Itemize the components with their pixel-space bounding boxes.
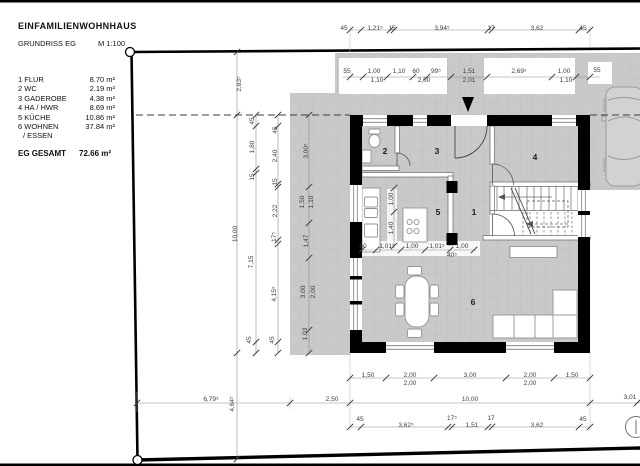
dimension-label: 3,00 xyxy=(463,371,477,379)
dimension-label: 55 xyxy=(593,66,601,74)
dimension-label: 1,51 xyxy=(462,67,476,75)
dimension-label: 3,00 xyxy=(299,285,307,299)
legend-room-row xyxy=(18,75,115,84)
dimension-label: 2,01 xyxy=(462,76,476,84)
plan-name: GRUNDRISS EG xyxy=(18,39,76,48)
dimension-label: 1,03 xyxy=(301,327,309,341)
dimension-label: 2,00 xyxy=(403,379,417,387)
legend-room-label: 1 FLUR xyxy=(18,75,44,84)
dimension-label: 1,10 xyxy=(392,67,406,75)
dimension-label: 15 xyxy=(388,24,396,32)
dimension-label: 4,15⁵ xyxy=(270,286,278,302)
legend-room-list xyxy=(18,75,115,141)
dimension-label: 17 xyxy=(487,24,495,32)
dimension-label: 1,00 xyxy=(455,242,469,250)
dimension-label: 1,47 xyxy=(302,234,310,248)
legend-room-area: 37.84 m² xyxy=(85,122,115,132)
window-mullion xyxy=(578,211,590,215)
legend-room-row xyxy=(18,94,115,103)
legend-room-label: 3 GADEROBE xyxy=(18,93,67,103)
dimension-label: 17 xyxy=(487,414,495,422)
legend xyxy=(18,21,137,158)
dimension-label: 1,10 xyxy=(307,195,315,209)
room-number: 3 xyxy=(434,145,440,156)
legend-room-label: / ESSEN xyxy=(23,131,53,141)
legend-room-label: 5 KÜCHE xyxy=(18,112,51,122)
dimension-label: 7,15 xyxy=(247,255,255,269)
dimension-label: 10,00 xyxy=(231,225,239,243)
dim-mask xyxy=(588,62,612,84)
dimension-label: 45 xyxy=(579,415,587,423)
dimension-label: 1,50 xyxy=(361,371,375,379)
dimension-label: 2,22 xyxy=(271,204,279,218)
legend-room-row xyxy=(18,131,115,140)
legend-room-label: 2 WC xyxy=(18,84,37,94)
dimension-label: 1,00 xyxy=(387,192,395,206)
dimension-label: 45 xyxy=(340,24,348,32)
legend-room-area: 10.86 m² xyxy=(85,112,115,122)
dim-mask xyxy=(484,58,575,94)
dimension-label: 1,00 xyxy=(367,67,381,75)
toilet xyxy=(369,129,380,148)
dimension-label: 2,00 xyxy=(523,371,537,379)
dimension-label: 45 xyxy=(248,117,256,125)
legend-room-area: 4.38 m² xyxy=(89,93,115,103)
dimension-label: 2,40 xyxy=(271,149,279,163)
dim-mask xyxy=(387,189,397,245)
dimension-label: 2,69⁵ xyxy=(511,67,527,75)
legend-room-area: 2.19 m² xyxy=(89,84,115,94)
dimension-label: 2,50 xyxy=(325,395,339,403)
tree-symbol xyxy=(626,417,640,438)
dimension-label: 17⁵ xyxy=(447,414,457,422)
dim-mask xyxy=(339,58,447,94)
room-number: 2 xyxy=(382,145,388,156)
dimension-label: 60 xyxy=(412,67,420,75)
total-label: EG GESAMT xyxy=(18,148,67,158)
room-number: 4 xyxy=(532,151,538,162)
dimension-label: 3,62⁵ xyxy=(398,421,414,429)
sideboard xyxy=(510,247,557,258)
dimension-label: 1,10 xyxy=(559,76,573,84)
dimension-label: 45 xyxy=(271,126,279,134)
dimension-label: 1,80 xyxy=(248,140,256,154)
dimension-label: 1,00 xyxy=(557,67,571,75)
room-number: 1 xyxy=(471,206,477,217)
dimension-label: 3,01 xyxy=(623,393,637,401)
dimension-label: 2,00 xyxy=(309,285,317,299)
legend-room-label: 4 HA / HWR xyxy=(18,103,59,113)
dimension-label: 15 xyxy=(271,178,279,186)
dimension-label: 45 xyxy=(356,415,364,423)
dimension-label: 2,00 xyxy=(523,379,537,387)
total-area: 72.66 m² xyxy=(79,148,112,158)
dimension-label: 2,00 xyxy=(417,76,431,84)
dimension-label: 1,10 xyxy=(370,76,384,84)
dimension-label: 10,00 xyxy=(461,395,479,403)
kitchen-island xyxy=(403,208,427,242)
window-mullion xyxy=(350,276,362,280)
dimension-label: 1,50 xyxy=(298,195,306,209)
plan-scale: M 1:100 xyxy=(97,39,126,48)
dimension-label: 40⁵ xyxy=(447,251,457,259)
dimension-label: 1,01⁵ xyxy=(429,242,445,250)
dimension-label: 17⁵ xyxy=(270,232,278,242)
dimension-label: 2,00 xyxy=(403,371,417,379)
legend-room-area: 8.70 m² xyxy=(89,75,115,84)
dimension-label: 3,62 xyxy=(530,24,544,32)
window-mullion xyxy=(350,301,362,305)
boundary-point xyxy=(133,456,142,465)
dimension-label: 1,40 xyxy=(387,221,395,235)
room-number: 6 xyxy=(470,296,476,307)
dimension-label: 1,01⁵ xyxy=(379,242,395,250)
room-number: 5 xyxy=(435,206,441,217)
legend-room-row xyxy=(18,103,115,112)
dimension-label: 6,79⁵ xyxy=(203,395,219,403)
legend-room-row xyxy=(18,113,115,122)
car xyxy=(602,87,640,186)
legend-room-area: 8.69 m² xyxy=(89,103,115,113)
dimension-label: 3,00⁵ xyxy=(302,143,310,159)
dimension-label: 1,51 xyxy=(465,421,479,429)
dimension-label: 45 xyxy=(268,336,276,344)
dimension-label: 99⁵ xyxy=(431,67,441,75)
dimension-label: 1,50 xyxy=(565,371,579,379)
legend-room-label: 6 WOHNEN xyxy=(18,122,59,132)
legend-room-row xyxy=(18,122,115,131)
dimension-label: 2,83⁵ xyxy=(235,76,243,92)
dimension-label: 4,64⁵ xyxy=(228,396,236,412)
dimension-label: 45 xyxy=(579,24,587,32)
dimension-label: 45 xyxy=(245,336,253,344)
dimension-label: 15 xyxy=(248,173,256,181)
top-frame-bar xyxy=(0,0,640,3)
wc-sink xyxy=(362,150,371,163)
legend-room-row xyxy=(18,84,115,93)
kitchen-counter xyxy=(362,188,380,252)
dimension-label: 60 xyxy=(359,242,367,250)
dimension-label: 3,94⁵ xyxy=(434,24,450,32)
dimension-label: 3,62 xyxy=(530,421,544,429)
dimension-label: 55 xyxy=(343,67,351,75)
dimension-label: 1,00 xyxy=(405,242,419,250)
page-title: EINFAMILIENWOHNHAUS xyxy=(18,21,137,31)
dimension-label: 1,21⁵ xyxy=(367,24,383,32)
